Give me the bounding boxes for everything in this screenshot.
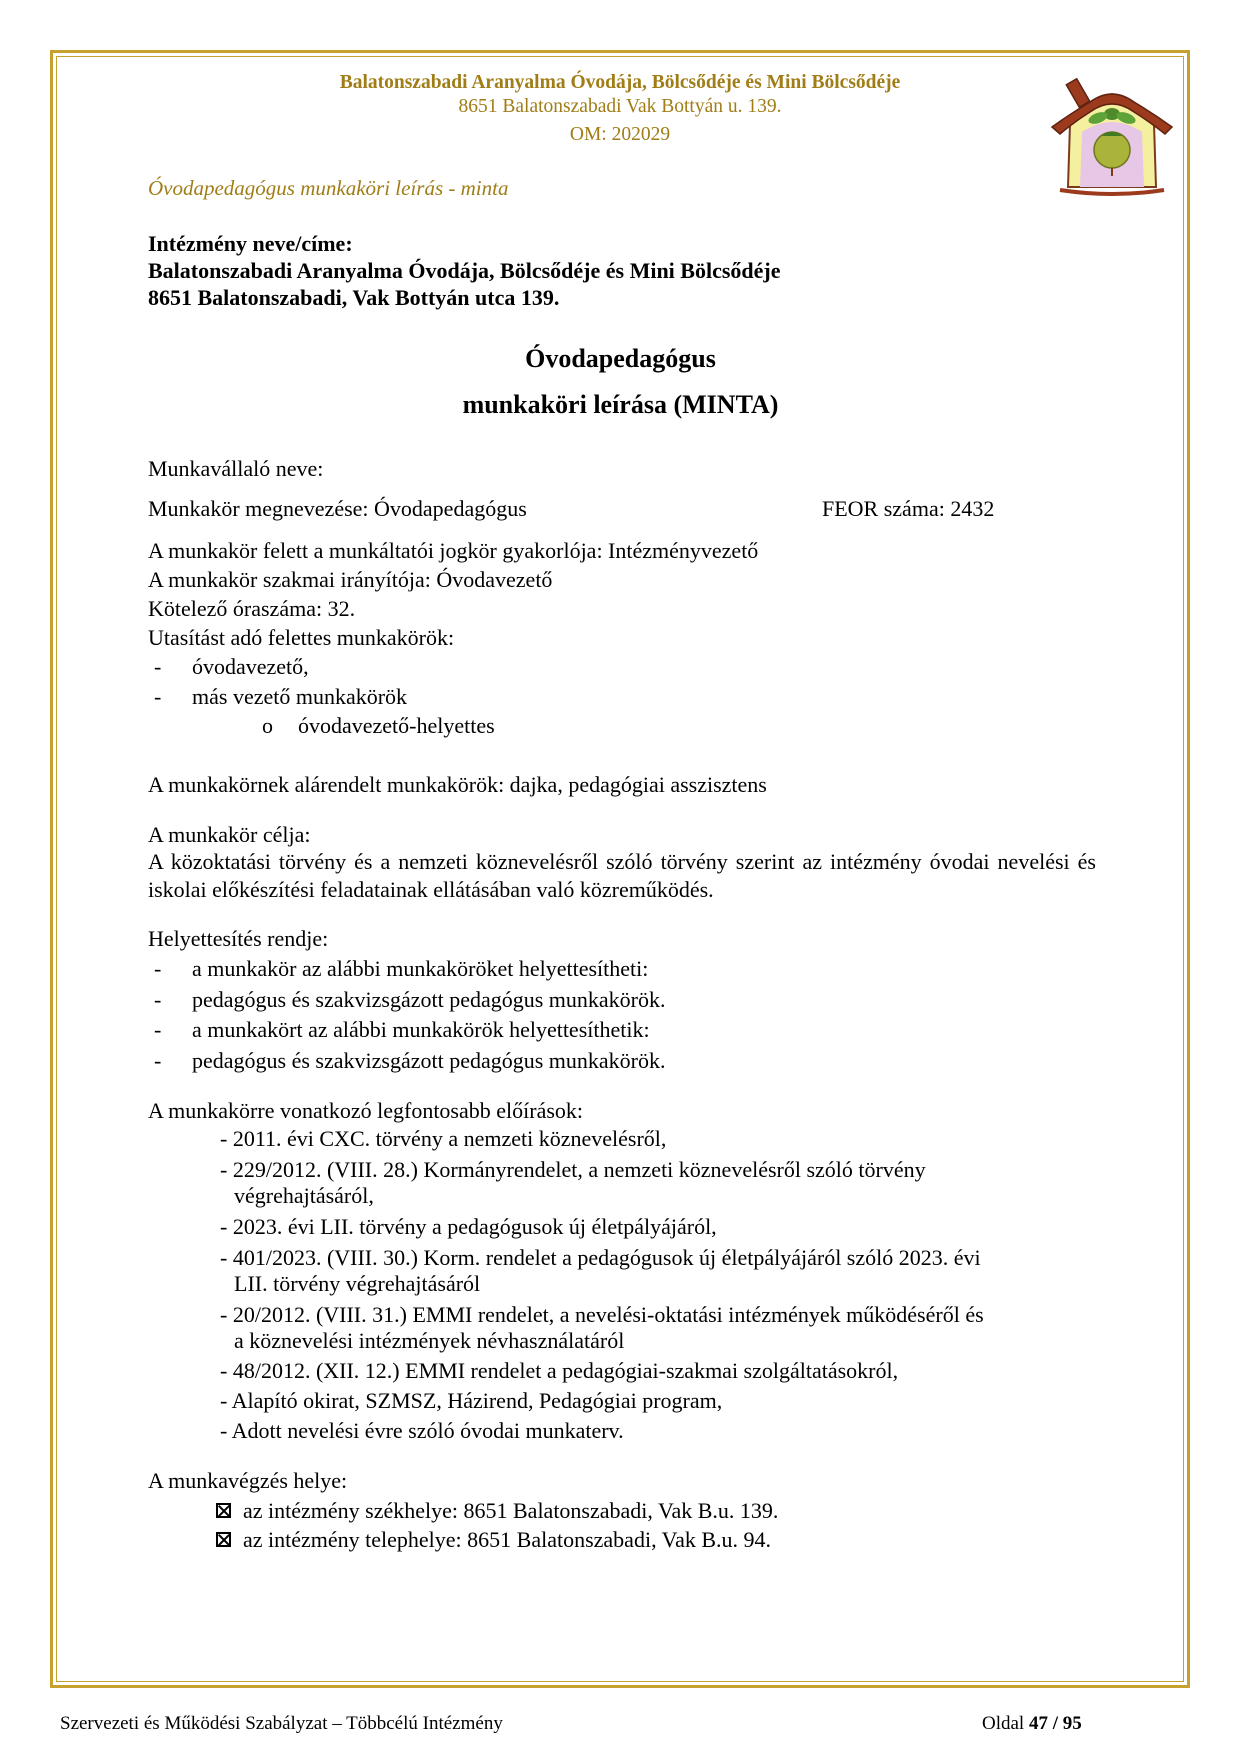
regulation-item: - 2011. évi CXC. törvény a nemzeti köznevelésről, <box>220 1126 667 1151</box>
substitution-label: Helyettesítés rendje: <box>148 926 329 951</box>
superior-item: óvodavezető, <box>192 654 309 679</box>
institution-label: Intézmény neve/címe: <box>148 231 353 256</box>
header-institution: Balatonszabadi Aranyalma Óvodája, Bölcsődéje és Mini Bölcsődéje <box>339 72 901 93</box>
regulation-item: - Adott nevelési évre szóló óvodai munkaterv. <box>220 1418 624 1443</box>
regulation-item: - Alapító okirat, SZMSZ, Házirend, Pedagógiai program, <box>220 1388 723 1413</box>
header-om: OM: 202029 <box>569 124 671 145</box>
substitution-item: a munkakör az alábbi munkaköröket helyettesítheti: <box>192 956 649 981</box>
subordinates-field: A munkakörnek alárendelt munkakörök: dajka, pedagógiai asszisztens <box>148 772 767 797</box>
superiors-label: Utasítást adó felettes munkakörök: <box>148 625 455 650</box>
regulations-label: A munkakörre vonatkozó legfontosabb előírások: <box>148 1098 584 1123</box>
regulation-item: - 2023. évi LII. törvény a pedagógusok új életpályájáról, <box>220 1214 717 1239</box>
footer-page-current: 47 <box>1028 1713 1048 1734</box>
list-dash: - <box>154 1048 162 1073</box>
regulation-item: - 48/2012. (XII. 12.) EMMI rendelet a pedagógiai-szakmai szolgáltatásokról, <box>220 1358 899 1383</box>
footer-page-total: 95 <box>1062 1713 1082 1734</box>
checked-box-icon <box>216 1503 231 1518</box>
substitution-item: pedagógus és szakvizsgázott pedagógus munkakörök. <box>192 1048 666 1073</box>
goal-label: A munkakör célja: <box>148 822 311 847</box>
page-title-line1: Óvodapedagógus <box>525 344 716 373</box>
regulation-item: - 20/2012. (VIII. 31.) EMMI rendelet, a nevelési-oktatási intézmények működéséről és <box>220 1302 984 1327</box>
feor-field: FEOR száma: 2432 <box>822 496 995 521</box>
list-dash: - <box>154 654 162 679</box>
superior-sub-item: óvodavezető-helyettes <box>298 713 495 738</box>
list-dash: - <box>154 684 162 709</box>
footer-document-title: Szervezeti és Működési Szabályzat – Többcélú Intézmény <box>60 1713 503 1734</box>
workplace-item-text: az intézmény telephelye: 8651 Balatonszabadi, Vak B.u. 94. <box>243 1527 772 1552</box>
superior-item: más vezető munkakörök <box>192 684 408 709</box>
substitution-item: pedagógus és szakvizsgázott pedagógus munkakörök. <box>192 987 666 1012</box>
document-subtitle: Óvodapedagógus munkaköri leírás - minta <box>148 176 509 200</box>
workplace-item-text: az intézmény székhelye: 8651 Balatonszabadi, Vak B.u. 139. <box>243 1498 779 1523</box>
supervisor-field: A munkakör szakmai irányítója: Óvodavezető <box>148 567 553 592</box>
regulation-item: - 229/2012. (VIII. 28.) Kormányrendelet, a nemzeti köznevelésről szóló törvény <box>220 1157 926 1182</box>
workplace-item-site <box>216 1527 771 1553</box>
workplace-label: A munkavégzés helye: <box>148 1468 348 1493</box>
list-dash: - <box>154 956 162 981</box>
employee-name-field: Munkavállaló neve: <box>148 456 324 481</box>
goal-text: A közoktatási törvény és a nemzeti köznevelésről szóló törvény szerint az intézmény óvodai nevelési és iskolai előkészítési feladatainak ellátásában való közreműködés. <box>148 849 1096 902</box>
page-title-line2: munkaköri leírása (MINTA) <box>462 390 779 419</box>
employer-field: A munkakör felett a munkáltatói jogkör gyakorlója: Intézményvezető <box>148 538 759 563</box>
hours-field: Kötelező óraszáma: 32. <box>148 596 356 621</box>
kindergarten-apple-logo <box>1050 72 1175 197</box>
footer-page-number <box>982 1713 1082 1735</box>
institution-name: Balatonszabadi Aranyalma Óvodája, Bölcsődéje és Mini Bölcsődéje <box>148 258 781 283</box>
list-dash: - <box>154 987 162 1012</box>
job-title-field: Munkakör megnevezése: Óvodapedagógus <box>148 496 527 521</box>
regulation-item-cont: LII. törvény végrehajtásáról <box>234 1271 481 1296</box>
list-dash: - <box>154 1017 162 1042</box>
institution-address: 8651 Balatonszabadi, Vak Bottyán utca 139. <box>148 285 560 310</box>
regulation-item: - 401/2023. (VIII. 30.) Korm. rendelet a pedagógusok új életpályájáról szóló 2023. évi <box>220 1245 981 1270</box>
list-circle-bullet: o <box>262 713 273 738</box>
workplace-item-hq <box>216 1498 778 1524</box>
footer-page-sep: / <box>1052 1713 1058 1734</box>
regulation-item-cont: végrehajtásáról, <box>234 1183 374 1208</box>
checked-box-icon <box>216 1532 231 1547</box>
header-address: 8651 Balatonszabadi Vak Bottyán u. 139. <box>458 96 782 117</box>
footer-page-prefix: Oldal <box>982 1713 1025 1734</box>
substitution-item: a munkakört az alábbi munkakörök helyettesíthetik: <box>192 1017 650 1042</box>
regulation-item-cont: a köznevelési intézmények névhasználatáról <box>234 1328 625 1353</box>
